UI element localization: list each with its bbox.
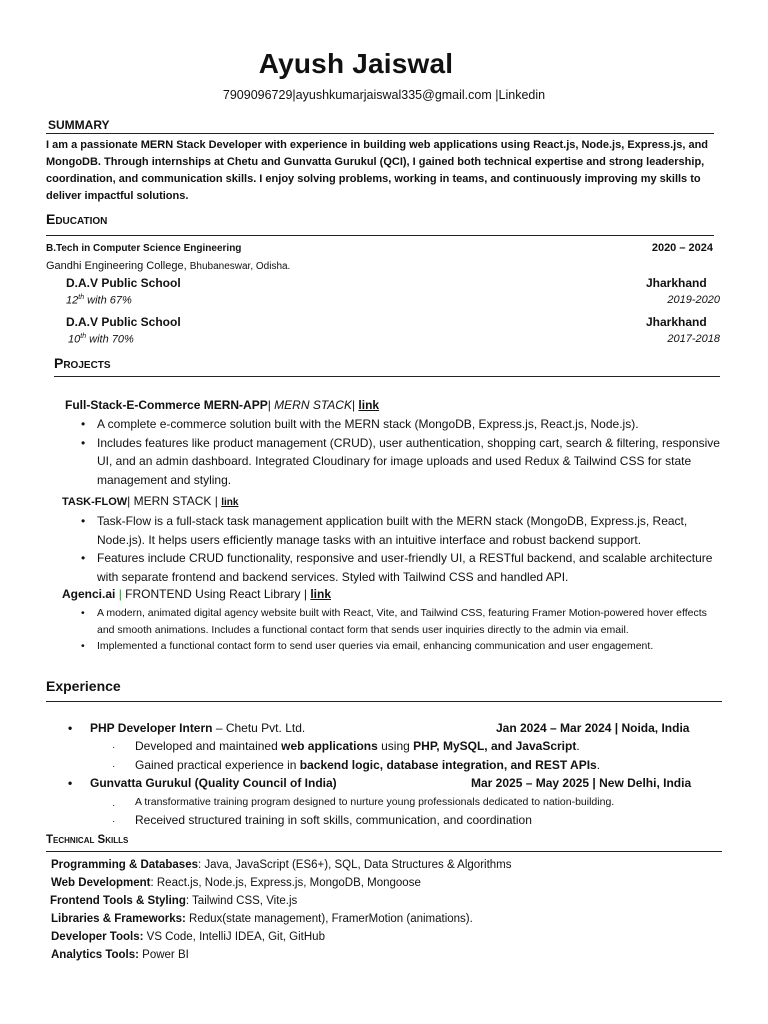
- section-divider: [54, 376, 720, 377]
- project-title: TASK-FLOW| MERN STACK | link: [62, 494, 239, 508]
- contact-separator: |: [292, 88, 296, 102]
- contact-separator: |: [491, 88, 499, 102]
- project-bullets: [81, 605, 721, 655]
- phone-number: 7909096729: [222, 88, 293, 102]
- project-link[interactable]: link: [221, 497, 239, 508]
- degree-title: B.Tech in Computer Science Engineering: [46, 243, 242, 254]
- college-location: Bhubaneswar, Odisha.: [189, 261, 291, 272]
- skills-list: [51, 856, 512, 964]
- project-link[interactable]: link: [310, 587, 331, 601]
- linkedin-link[interactable]: Linkedin: [498, 88, 546, 102]
- contact-line: [0, 88, 768, 102]
- experience-role: • PHP Developer Intern – Chetu Pvt. Ltd.: [90, 721, 305, 735]
- project-link[interactable]: link: [358, 398, 380, 412]
- list-item: ·: [112, 800, 116, 811]
- skills-heading: Technical Skills: [46, 834, 129, 846]
- list-item: • Task-Flow is a full-stack task management application built with the MERN stack (MongoDB, Express.js, React, Node.js). It helps users efficiently manage tasks with an intuitive interface and robust backend support.: [81, 512, 721, 549]
- candidate-name: Ayush Jaiswal: [258, 48, 454, 79]
- school-grade: 10th with 70%: [68, 333, 134, 346]
- skills-row: Developer Tools: VS Code, IntelliJ IDEA, Git, GitHub: [51, 931, 325, 943]
- experience-bullet: Gained practical experience in backend logic, database integration, and REST APIs.: [135, 758, 601, 772]
- school-location: Jharkhand: [646, 276, 707, 290]
- project-title: Full-Stack-E-Commerce MERN-APP| MERN STACK| link: [65, 398, 380, 412]
- experience-role: • Gunvatta Gurukul (Quality Council of India): [90, 776, 337, 790]
- summary-heading: SUMMARY: [48, 118, 110, 132]
- list-item: ·: [112, 742, 116, 753]
- project-bullets: [81, 512, 721, 586]
- list-item: • Includes features like product management (CRUD), user authentication, shopping cart, search & filtering, responsive UI, and an admin dashboard. Integrated Cloudinary for image uploads and used Redux & Tailwind CSS for state management and styling.: [81, 434, 721, 490]
- experience-dates: Mar 2025 – May 2025 | New Delhi, India: [471, 776, 692, 790]
- section-divider: [46, 235, 714, 236]
- college-name: Gandhi Engineering College, Bhubaneswar, Odisha.: [46, 260, 291, 272]
- section-divider: [46, 133, 714, 134]
- list-item: • Implemented a functional contact form to send user queries via email, enhancing communication and user engagement.: [81, 638, 721, 655]
- project-bullets: [81, 415, 721, 489]
- experience-heading: Experience: [46, 678, 121, 694]
- projects-heading: Projects: [54, 355, 111, 371]
- experience-bullet: A transformative training program designed to nurture young professionals dedicated to nation-building.: [135, 796, 615, 808]
- section-divider: [46, 701, 722, 702]
- email-link[interactable]: ayushkumarjaiswal335@gmail.com: [295, 88, 492, 102]
- school-location: Jharkhand: [646, 315, 707, 329]
- school-dates: 2019-2020: [667, 294, 720, 306]
- list-item: ·: [112, 761, 116, 772]
- education-heading: Education: [46, 211, 108, 227]
- summary-text: I am a passionate MERN Stack Developer with experience in building web applications using React.js, Node.js, Express.js, and MongoDB. Through internships at Chetu and Gunvatta Gurukul (QCI), I gained both technical expertise and strong leadership, coordination, and communication skills. I enjoy solving problems, working in teams, and continuously improving my skills to deliver impactful solutions.: [46, 139, 709, 202]
- experience-bullet: Received structured training in soft skills, communication, and coordination: [135, 813, 532, 827]
- school-name: D.A.V Public School: [66, 276, 181, 290]
- skills-row: Web Development: React.js, Node.js, Express.js, MongoDB, Mongoose: [51, 877, 421, 889]
- list-item: • A modern, animated digital agency website built with React, Vite, and Tailwind CSS, featuring Framer Motion-powered hover effects and smooth animations. Includes a functional contact form that sends user inquiries directly to the admin via email.: [81, 605, 721, 638]
- section-divider: [46, 851, 722, 852]
- skills-row: Analytics Tools: Power BI: [51, 949, 189, 961]
- degree-dates: 2020 – 2024: [651, 242, 713, 254]
- list-item: ·: [112, 816, 116, 827]
- project-title: Agenci.ai | FRONTEND Using React Library | link: [62, 587, 331, 601]
- skills-row: Programming & Databases: Java, JavaScript (ES6+), SQL, Data Structures & Algorithms: [51, 859, 512, 871]
- skills-row: Frontend Tools & Styling: Tailwind CSS, Vite.js: [50, 895, 298, 907]
- school-grade: 12th with 67%: [66, 294, 132, 307]
- school-name: D.A.V Public School: [66, 315, 181, 329]
- list-item: • A complete e-commerce solution built with the MERN stack (MongoDB, Express.js, React.js, Node.js).: [81, 415, 721, 434]
- experience-bullet: Developed and maintained web applications using PHP, MySQL, and JavaScript.: [135, 739, 580, 753]
- school-dates: 2017-2018: [667, 333, 720, 345]
- skills-row: Libraries & Frameworks: Redux(state management), FramerMotion (animations).: [51, 913, 473, 925]
- experience-dates: Jan 2024 – Mar 2024 | Noida, India: [496, 721, 690, 735]
- list-item: • Features include CRUD functionality, responsive and user-friendly UI, a RESTful backend, and scalable architecture with separate frontend and backend services. Styled with Tailwind CSS and handled API.: [81, 549, 721, 586]
